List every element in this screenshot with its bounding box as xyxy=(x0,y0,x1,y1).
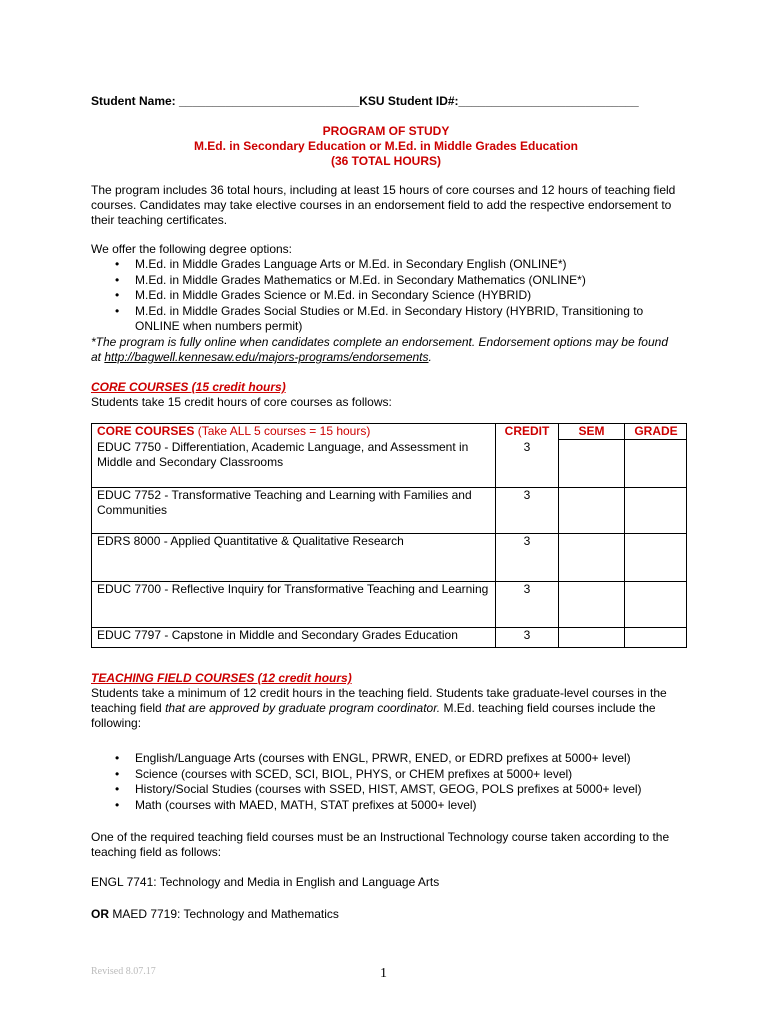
table-row: EDUC 7797 - Capstone in Middle and Secondary Grades Education xyxy=(97,628,458,642)
list-item: • M.Ed. in Middle Grades Social Studies or M.Ed. in Secondary History (HYBRID, Transitioning to ONLINE when numbers permit) xyxy=(91,304,687,335)
teaching-field-heading: TEACHING FIELD COURSES (12 credit hours) xyxy=(91,671,352,685)
engl-tech-course: ENGL 7741: Technology and Media in English and Language Arts xyxy=(91,875,440,889)
core-header-label: CORE COURSES (Take ALL 5 courses = 15 hours) xyxy=(97,424,371,438)
title-total-hours: (36 TOTAL HOURS) xyxy=(330,154,441,168)
credit-cell: 3 xyxy=(523,440,531,454)
list-item: • English/Language Arts (courses with ENGL, PRWR, ENED, or EDRD prefixes at 5000+ level) xyxy=(91,751,687,767)
revised-date: Revised 8.07.17 xyxy=(91,966,156,977)
core-courses-heading: CORE COURSES (15 credit hours) xyxy=(91,380,286,394)
credit-cell: 3 xyxy=(523,628,531,642)
list-item: • M.Ed. in Middle Grades Language Arts or M.Ed. in Secondary English (ONLINE*) xyxy=(91,257,687,273)
table-row: EDUC 7750 - Differentiation, Academic Language, and Assessment in Middle and Secondary Classrooms xyxy=(97,440,469,469)
options-heading: We offer the following degree options: xyxy=(91,242,293,256)
grade-header: GRADE xyxy=(634,424,678,438)
sem-header: SEM xyxy=(578,424,605,438)
credit-cell: 3 xyxy=(523,534,531,548)
endorsement-note: *The program is fully online when candidates complete an endorsement. Endorsement options may be found at http://bagwell.kennesaw.edu/majors-programs/endorsements. xyxy=(91,335,669,364)
teaching-field-paragraph: Students take a minimum of 12 credit hours in the teaching field. Students take graduate-level courses in the teaching field that are approved by graduate program coordinator. M.Ed. teaching field courses include the following: xyxy=(91,686,667,730)
core-table-grid xyxy=(91,423,687,648)
degree-options-list xyxy=(91,257,687,335)
list-item: • Math (courses with MAED, MATH, STAT prefixes at 5000+ level) xyxy=(91,798,687,814)
credit-header: CREDIT xyxy=(504,424,550,438)
title-degree: M.Ed. in Secondary Education or M.Ed. in Middle Grades Education xyxy=(193,139,579,153)
instructional-tech-paragraph: One of the required teaching field courses must be an Instructional Technology course taken according to the teaching field as follows: xyxy=(91,830,670,859)
teaching-field-list xyxy=(91,751,687,813)
maed-tech-course: OR MAED 7719: Technology and Mathematics xyxy=(91,907,339,921)
credit-cell: 3 xyxy=(523,488,531,502)
table-row: EDRS 8000 - Applied Quantitative & Qualitative Research xyxy=(97,534,404,548)
title-program-of-study: PROGRAM OF STUDY xyxy=(322,124,450,138)
page-number: 1 xyxy=(380,966,387,981)
list-item: • M.Ed. in Middle Grades Mathematics or M.Ed. in Secondary Mathematics (ONLINE*) xyxy=(91,273,687,289)
core-courses-subtext: Students take 15 credit hours of core courses as follows: xyxy=(91,395,392,409)
list-item: • Science (courses with SCED, SCI, BIOL, PHYS, or CHEM prefixes at 5000+ level) xyxy=(91,767,687,783)
list-item: • M.Ed. in Middle Grades Science or M.Ed. in Secondary Science (HYBRID) xyxy=(91,288,687,304)
credit-cell: 3 xyxy=(523,582,531,596)
table-row: EDUC 7752 - Transformative Teaching and Learning with Families and Communities xyxy=(97,488,472,517)
list-item: • History/Social Studies (courses with SSED, HIST, AMST, GEOG, POLS prefixes at 5000+ level) xyxy=(91,782,687,798)
table-row: EDUC 7700 - Reflective Inquiry for Transformative Teaching and Learning xyxy=(97,582,489,596)
intro-paragraph: The program includes 36 total hours, including at least 15 hours of core courses and 12 hours of teaching field courses. Candidates may take elective courses in an endorsement field to add the respective endorsement to their teaching certificates. xyxy=(91,183,676,227)
endorsements-link[interactable]: http://bagwell.kennesaw.edu/majors-programs/endorsements xyxy=(104,350,429,364)
student-name-id-line: Student Name: ___________________________KSU Student ID#:___________________________ xyxy=(91,94,639,108)
